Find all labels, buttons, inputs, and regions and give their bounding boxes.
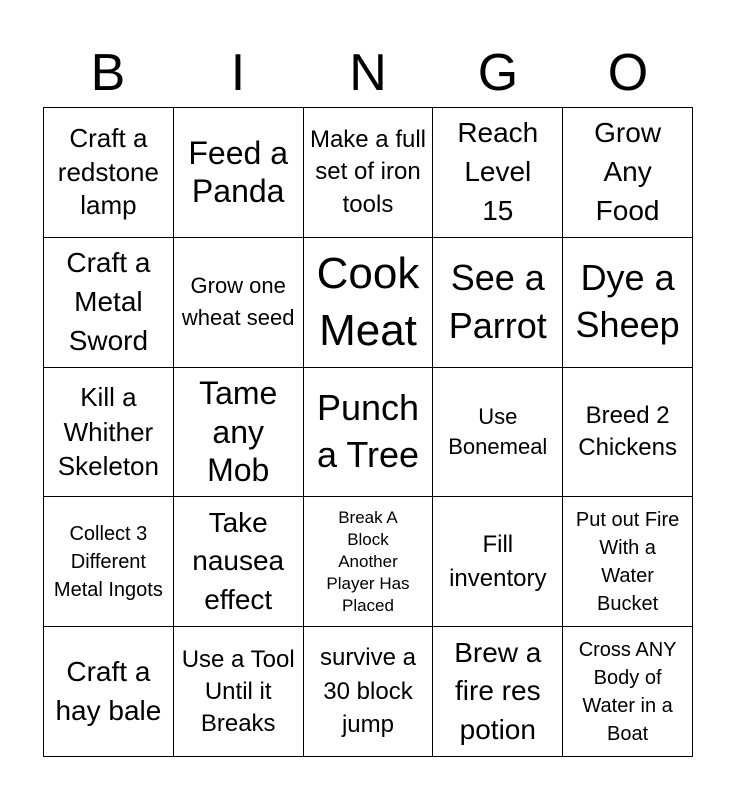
bingo-cell[interactable] [563, 627, 693, 757]
cell-label: Put out Fire With a Water Bucket [575, 508, 680, 615]
bingo-cell[interactable] [433, 627, 563, 757]
cell-label: Cross ANY Body of Water in a Boat [578, 638, 677, 745]
bingo-cell[interactable] [174, 238, 304, 368]
header-letter-g: G [477, 44, 519, 102]
bingo-cell[interactable] [174, 368, 304, 498]
header-letter-n: N [349, 44, 387, 102]
cell-label: Breed 2 Chickens [578, 401, 677, 461]
cell-label: Cook Meat [316, 249, 420, 356]
cell-label: See a Parrot [448, 256, 547, 347]
bingo-cell[interactable] [433, 108, 563, 238]
bingo-cell[interactable] [44, 627, 174, 757]
cell-label: Use a Tool Until it Breaks [181, 645, 295, 737]
bingo-cell[interactable] [433, 368, 563, 498]
cell-label: Kill a Whither Skeleton [57, 382, 159, 482]
cell-label: Dye a Sheep [575, 257, 680, 346]
bingo-cell[interactable] [563, 368, 693, 498]
bingo-cell[interactable] [304, 108, 434, 238]
bingo-header [43, 38, 693, 108]
cell-label: Craft a redstone lamp [57, 122, 159, 221]
bingo-cell[interactable] [174, 627, 304, 757]
cell-label: survive a 30 block jump [319, 644, 417, 739]
header-letter-o: O [607, 44, 649, 102]
header-letter-i: I [230, 44, 246, 102]
bingo-cell[interactable] [174, 497, 304, 627]
bingo-cell[interactable] [304, 368, 434, 498]
cell-label: Break A Block Another Player Has Placed [326, 507, 410, 615]
bingo-cell[interactable] [44, 108, 174, 238]
cell-label: Punch a Tree [316, 387, 420, 475]
cell-label: Collect 3 Different Metal Ingots [53, 522, 163, 601]
bingo-cell[interactable] [304, 497, 434, 627]
header-letter-b: B [90, 44, 126, 102]
cell-label: Brew a fire res potion [454, 636, 542, 745]
cell-label: Make a full set of iron tools [309, 125, 427, 218]
cell-label: Reach Level 15 [457, 117, 539, 226]
bingo-cell[interactable] [433, 497, 563, 627]
bingo-cell[interactable] [174, 108, 304, 238]
cell-label: Tame any Mob [199, 375, 278, 489]
bingo-cell[interactable] [304, 238, 434, 368]
cell-label: Use Bonemeal [448, 404, 548, 459]
cell-label: Fill inventory [449, 531, 547, 592]
bingo-board [43, 107, 693, 757]
bingo-cell[interactable] [433, 238, 563, 368]
bingo-cell[interactable] [44, 368, 174, 498]
cell-label: Feed a Panda [188, 135, 288, 210]
bingo-cell[interactable] [563, 238, 693, 368]
bingo-cell[interactable] [563, 108, 693, 238]
bingo-cell[interactable] [563, 497, 693, 627]
cell-label: Take nausea effect [192, 506, 285, 616]
bingo-cell[interactable] [304, 627, 434, 757]
cell-label: Grow Any Food [594, 117, 662, 226]
cell-label: Craft a hay bale [55, 655, 162, 726]
cell-label: Grow one wheat seed [181, 273, 295, 331]
bingo-cell[interactable] [44, 238, 174, 368]
cell-label: Craft a Metal Sword [66, 247, 151, 356]
bingo-cell[interactable] [44, 497, 174, 627]
